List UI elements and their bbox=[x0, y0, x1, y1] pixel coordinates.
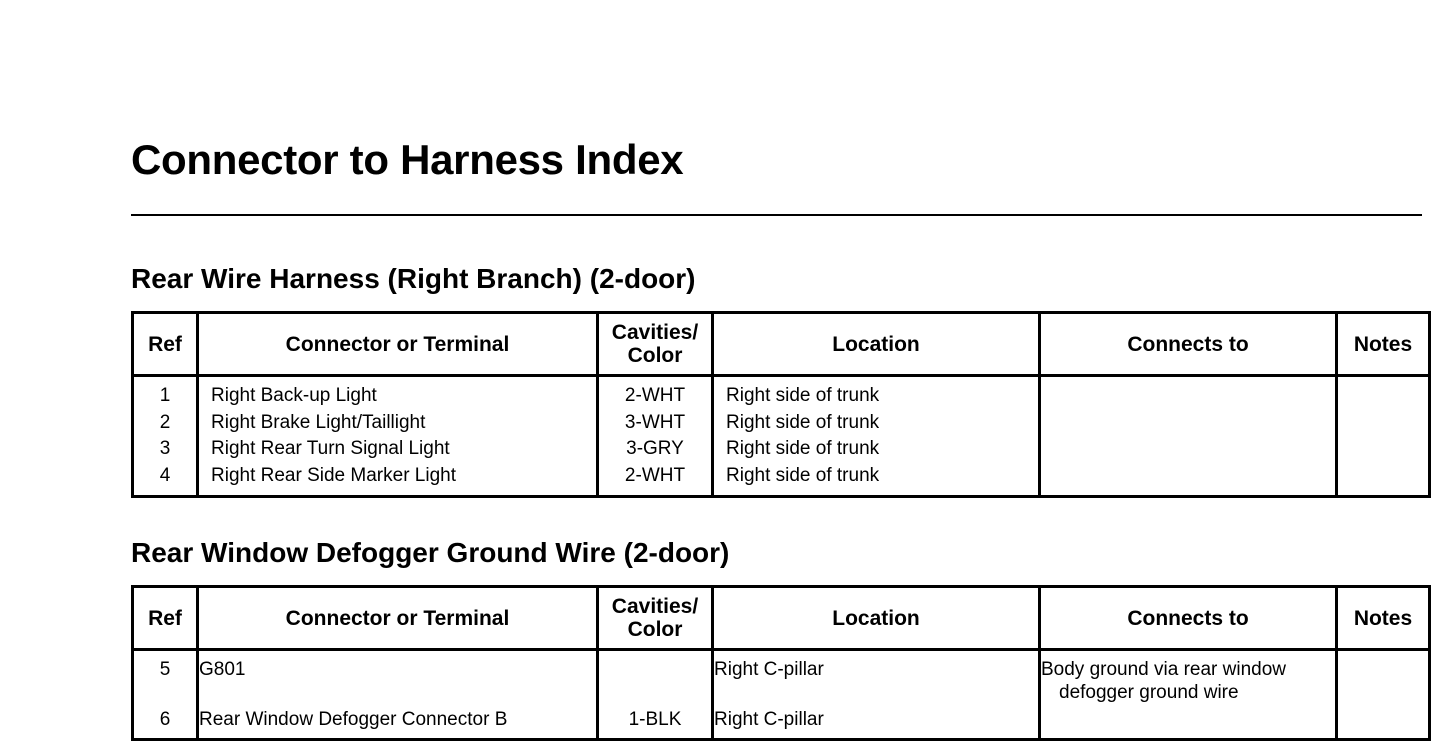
connects-to-cell bbox=[1041, 708, 1335, 734]
connector-column bbox=[198, 376, 598, 497]
table-header-row bbox=[133, 313, 1430, 376]
connects-to-cell bbox=[1041, 658, 1335, 708]
notes-cell bbox=[1338, 708, 1428, 734]
cavities-cell: 2-WHT bbox=[624, 385, 686, 406]
cavities-column bbox=[598, 650, 713, 740]
cavities-cell: 3-GRY bbox=[626, 438, 684, 459]
header-notes: Notes bbox=[1337, 587, 1430, 650]
ref-cell: 5 bbox=[159, 659, 171, 680]
location-cell: Right side of trunk bbox=[726, 464, 880, 486]
connector-table-rear-window-defogger bbox=[131, 585, 1431, 741]
cavities-cell: 2-WHT bbox=[624, 464, 686, 486]
header-cavities-color bbox=[598, 313, 713, 376]
notes-column bbox=[1337, 650, 1430, 740]
connector-cell: Right Rear Turn Signal Light bbox=[211, 438, 450, 459]
connector-table-rear-wire-harness bbox=[131, 311, 1431, 498]
cavities-column bbox=[598, 376, 713, 497]
ref-cell: 3 bbox=[159, 438, 171, 459]
cavities-cell: 3-WHT bbox=[624, 411, 686, 433]
header-connects-to: Connects to bbox=[1040, 313, 1337, 376]
connector-cell: Right Brake Light/Taillight bbox=[211, 411, 426, 433]
connects-to-line2: defogger ground wire bbox=[1059, 682, 1239, 703]
header-location: Location bbox=[713, 587, 1040, 650]
connector-column bbox=[198, 650, 598, 740]
table-header-row bbox=[133, 587, 1430, 650]
ref-cell: 1 bbox=[159, 385, 171, 406]
connector-cell: Rear Window Defogger Connector B bbox=[199, 709, 508, 730]
header-cavities-line2: Color bbox=[627, 344, 683, 367]
header-connects-to: Connects to bbox=[1040, 587, 1337, 650]
header-connector: Connector or Terminal bbox=[198, 313, 598, 376]
header-cavities-line1: Cavities/ bbox=[611, 595, 699, 618]
ref-cell: 6 bbox=[159, 709, 171, 730]
location-cell: Right side of trunk bbox=[726, 385, 880, 406]
connects-to-column bbox=[1040, 650, 1337, 740]
header-cavities-color bbox=[598, 587, 713, 650]
notes-column bbox=[1337, 376, 1430, 497]
ref-column bbox=[133, 650, 198, 740]
location-cell: Right side of trunk bbox=[726, 438, 880, 459]
header-cavities-line2: Color bbox=[627, 618, 683, 641]
location-cell: Right C-pillar bbox=[714, 709, 824, 730]
connects-to-column bbox=[1040, 376, 1337, 497]
title-divider bbox=[131, 214, 1422, 216]
header-connector: Connector or Terminal bbox=[198, 587, 598, 650]
header-location: Location bbox=[713, 313, 1040, 376]
table-row bbox=[133, 376, 1430, 497]
location-column bbox=[713, 376, 1040, 497]
section-title-rear-window-defogger: Rear Window Defogger Ground Wire (2-door) bbox=[131, 537, 730, 568]
connector-cell: G801 bbox=[199, 659, 246, 680]
connects-to-line1: Body ground via rear window bbox=[1041, 659, 1287, 680]
ref-column bbox=[133, 376, 198, 497]
ref-cell: 2 bbox=[159, 411, 171, 433]
header-ref: Ref bbox=[133, 587, 198, 650]
location-column bbox=[713, 650, 1040, 740]
connector-cell: Right Rear Side Marker Light bbox=[211, 464, 456, 486]
cavities-cell bbox=[599, 658, 711, 708]
page-title: Connector to Harness Index bbox=[131, 136, 684, 183]
cavities-cell: 1-BLK bbox=[628, 709, 682, 730]
ref-cell: 4 bbox=[159, 464, 171, 486]
connector-cell: Right Back-up Light bbox=[211, 385, 377, 406]
header-notes: Notes bbox=[1337, 313, 1430, 376]
notes-cell bbox=[1338, 658, 1428, 708]
header-cavities-line1: Cavities/ bbox=[611, 321, 699, 344]
location-cell: Right side of trunk bbox=[726, 411, 880, 433]
section-title-rear-wire-harness: Rear Wire Harness (Right Branch) (2-door) bbox=[131, 263, 696, 294]
location-cell: Right C-pillar bbox=[714, 659, 824, 680]
table-row bbox=[133, 650, 1430, 740]
header-ref: Ref bbox=[133, 313, 198, 376]
